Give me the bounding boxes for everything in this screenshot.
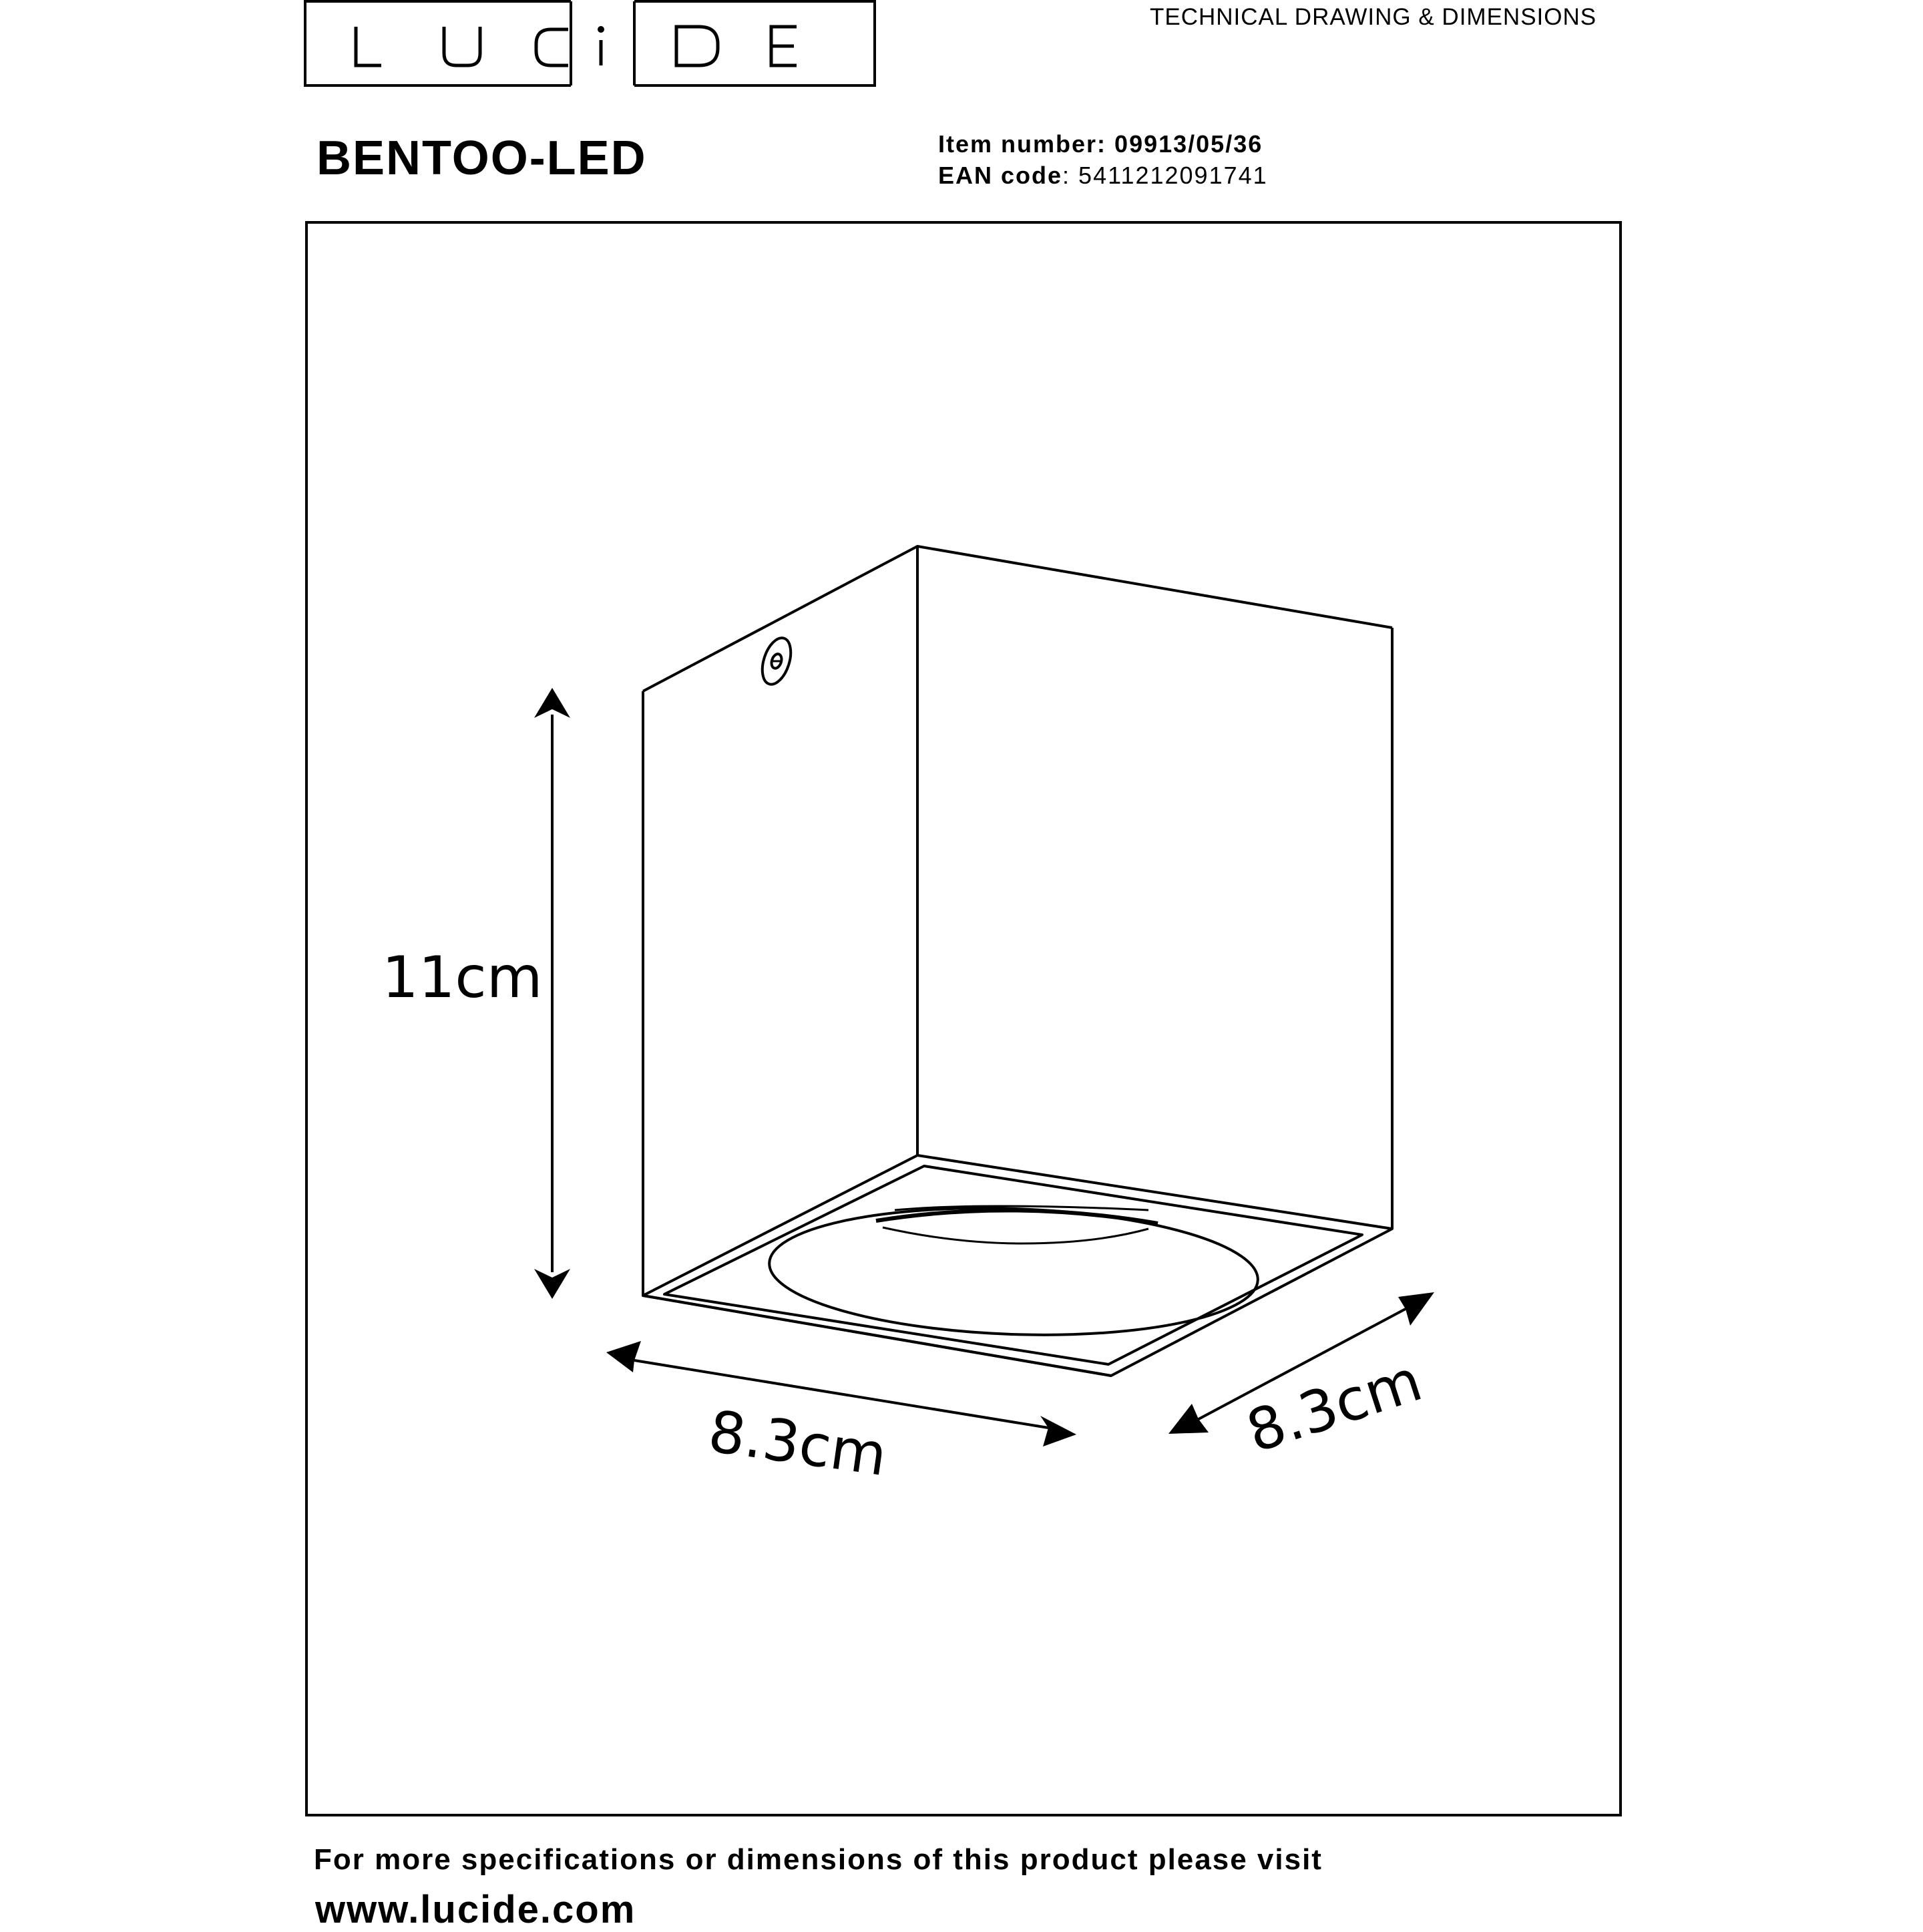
footer-text: For more specifications or dimensions of this product please visit	[314, 1843, 1323, 1876]
ean-label: EAN code	[938, 162, 1063, 189]
screw-icon	[757, 634, 796, 688]
width-label: 8.3cm	[704, 1398, 891, 1490]
item-number-value: 09913/05/36	[1114, 130, 1263, 158]
depth-label: 8.3cm	[1239, 1347, 1430, 1466]
height-label: 11cm	[382, 944, 543, 1011]
arrow-icon	[606, 1341, 641, 1372]
product-name: BENTOO-LED	[316, 132, 647, 185]
item-number-label: Item number:	[938, 130, 1107, 158]
arrow-icon	[534, 1269, 570, 1299]
arrow-icon	[1040, 1416, 1076, 1446]
ean-value: : 5411212091741	[1062, 162, 1268, 189]
lamp-body	[643, 546, 1392, 1376]
header-title: TECHNICAL DRAWING & DIMENSIONS	[1150, 4, 1597, 30]
footer-url-link[interactable]: www.lucide.com	[315, 1888, 636, 1931]
arrow-icon	[534, 688, 570, 718]
arrow-icon	[1168, 1404, 1209, 1434]
